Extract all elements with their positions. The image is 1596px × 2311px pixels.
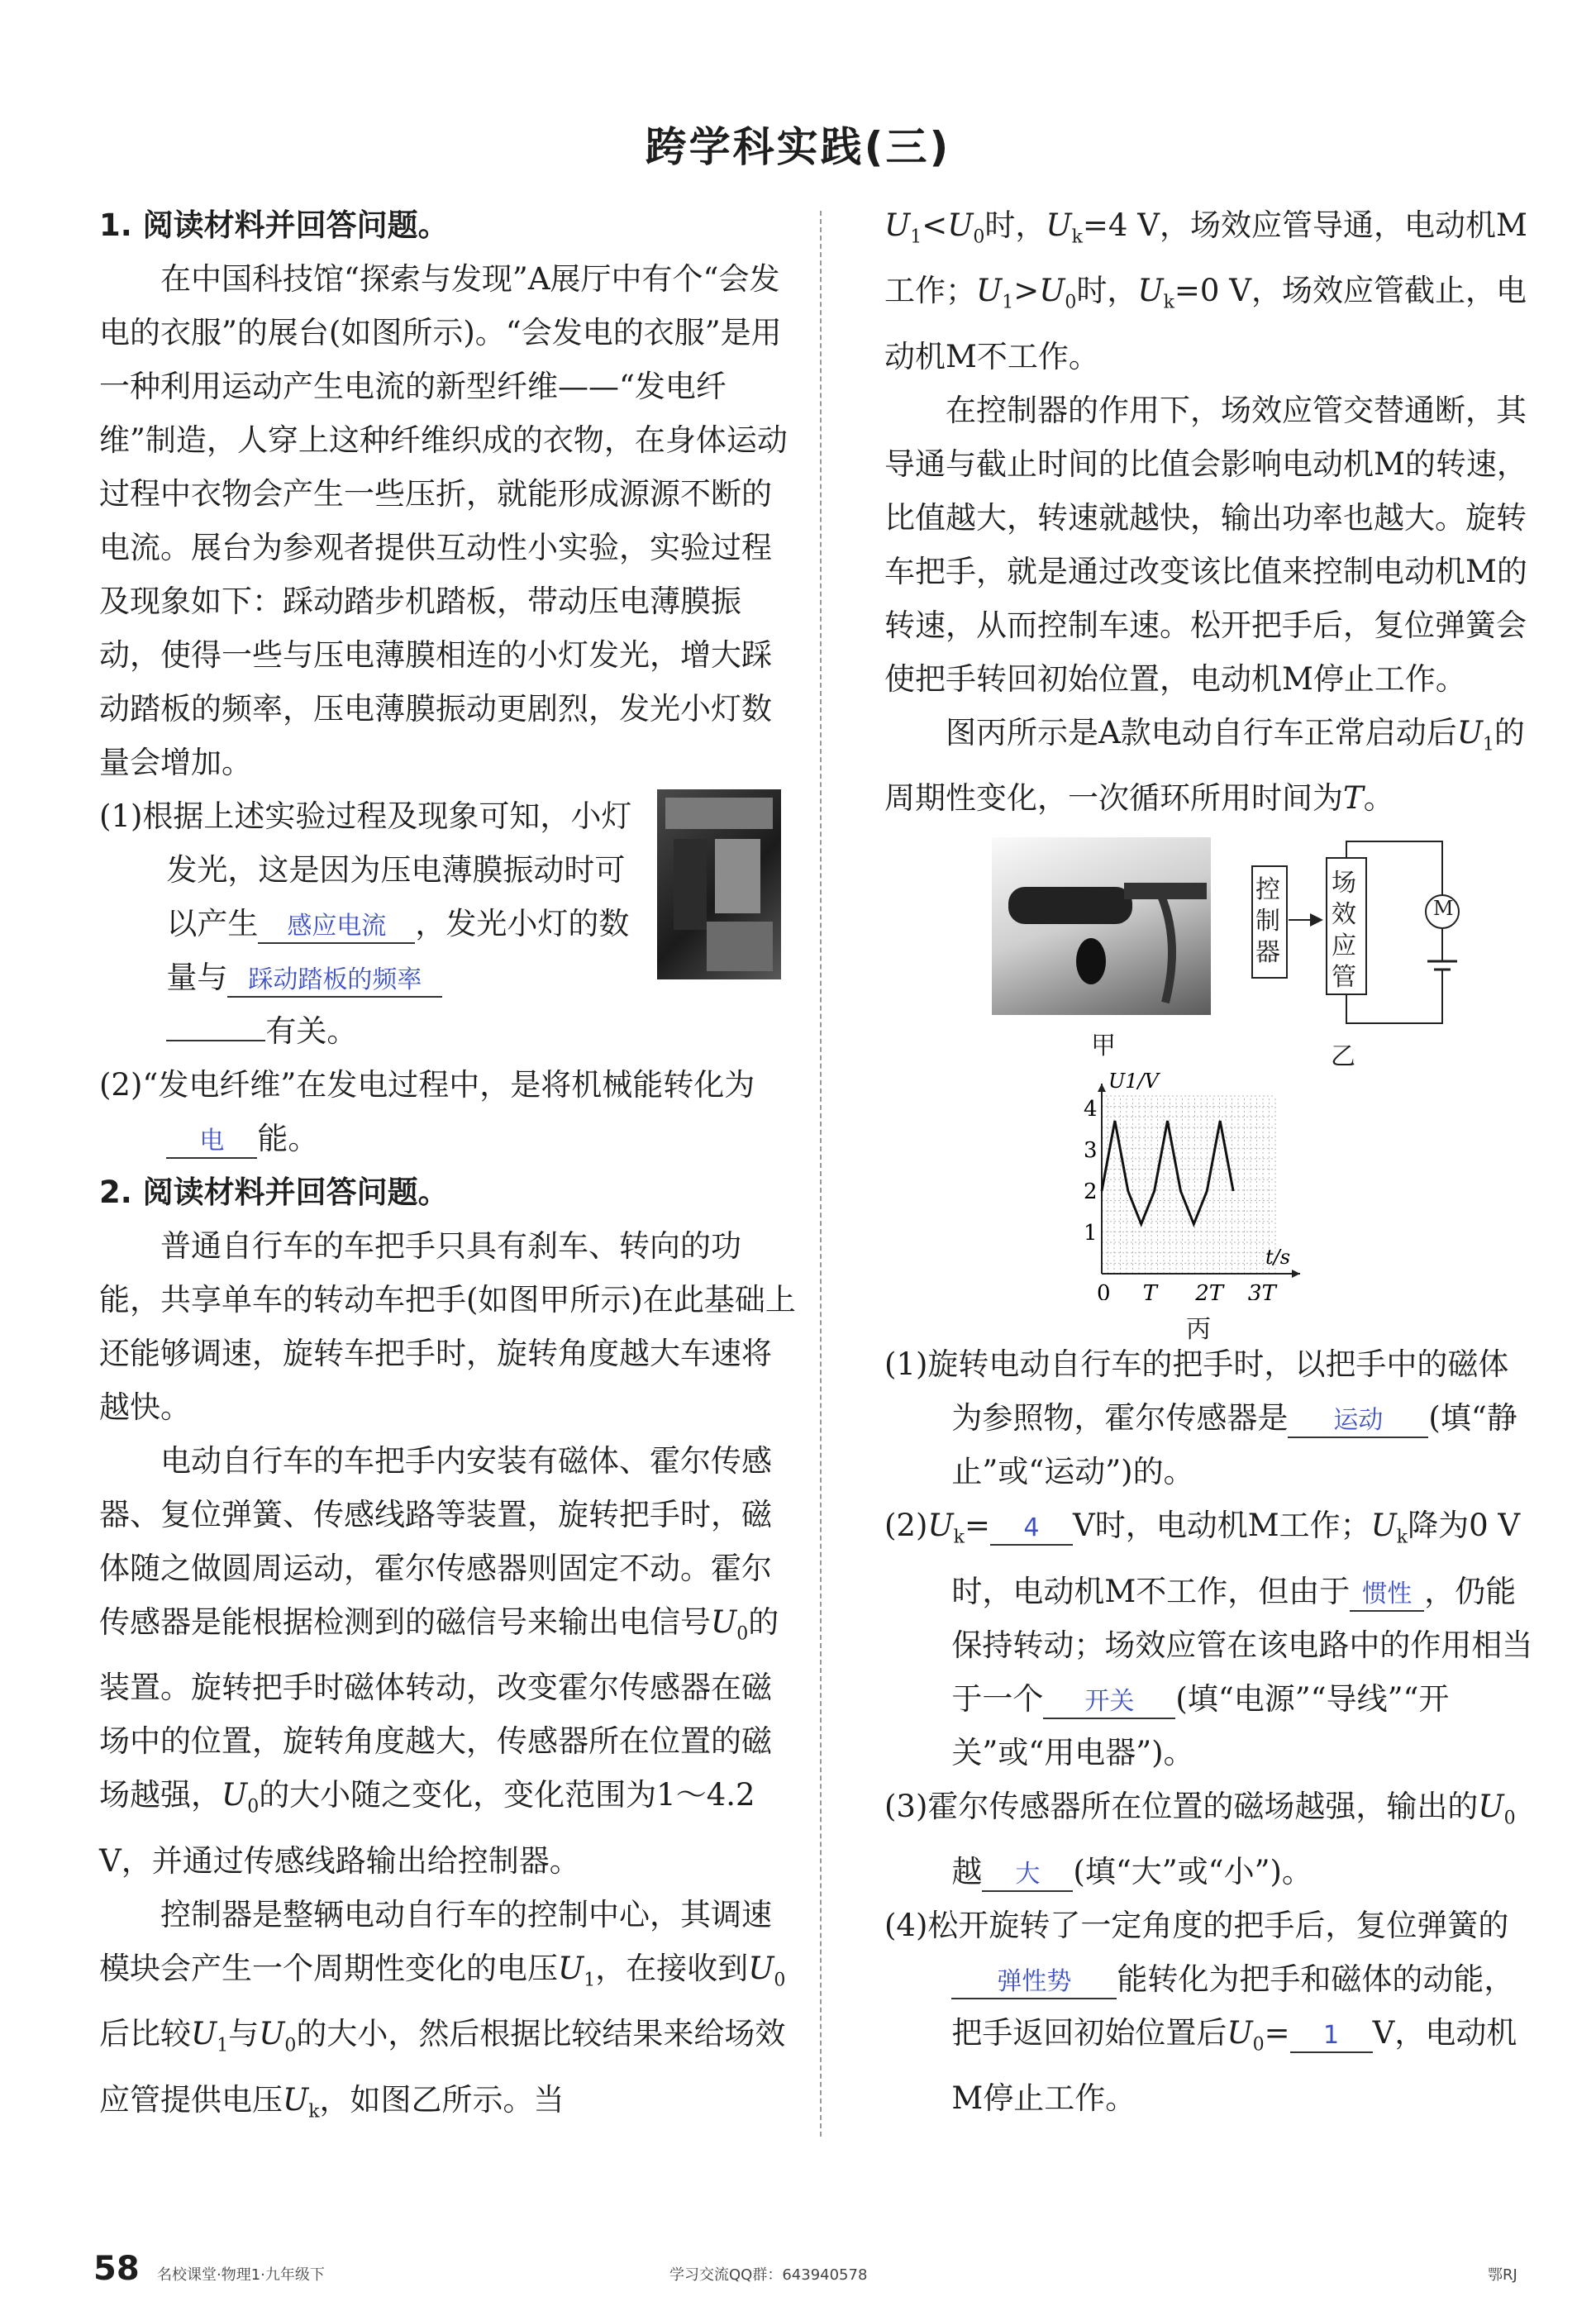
exhibit-photo <box>657 789 781 979</box>
y-tick-label: 2 <box>1084 1179 1098 1205</box>
question-2-heading: 2. 阅读材料并回答问题。 <box>99 1175 449 1210</box>
answer-blank-inertia: 惯性 <box>1350 1579 1424 1612</box>
y-axis-arrow <box>1098 1084 1106 1092</box>
left-column <box>99 198 802 2138</box>
question-1-heading: 1. 阅读材料并回答问题。 <box>99 207 449 243</box>
answer-blank-1v: 1 <box>1290 2020 1373 2053</box>
handlebar-photo <box>992 837 1211 1015</box>
q1-sub1-text-c: 有关。 <box>265 1013 358 1049</box>
chart-axes <box>1098 1070 1300 1278</box>
q1-sub2-text-b: 能。 <box>257 1121 319 1156</box>
question-1-sub-1 <box>99 789 802 1058</box>
answer-blank-electric: 电 <box>166 1126 257 1159</box>
answer-blank-induced-current: 感应电流 <box>258 911 415 944</box>
question-1-passage: 在中国科技馆“探索与发现”A展厅中有个“会发电的衣服”的展台(如图所示)。“会发电的衣服”是用一种利用运动产生电流的新型纤维——“发电纤维”制造，人穿上这种纤维织成的衣物，在身体运动过程中衣物会产生一些压折，就能形成源源不断的电流。展台为参观者提供互动性小实验，实验过程及现象如下：踩动踏步机踏板，带动压电薄膜振动，使得一些与压电薄膜相连的小灯发光，增大踩动踏板的频率，压电薄膜振动更剧烈，发光小灯数量会增加。 <box>99 261 788 780</box>
question-1-sub-2 <box>99 1058 802 1165</box>
answer-blank-pedal-frequency: 踩动踏板的频率 <box>227 965 442 998</box>
column-divider <box>820 211 822 2137</box>
page-number: 58 <box>93 2250 140 2288</box>
question-2-para-5: 图丙所示是A款电动自行车正常启动后$U_1$的周期性变化，一次循环所用时间为T。 <box>884 714 1525 817</box>
figure-label-bing: 丙 <box>1186 1315 1211 1345</box>
fet-label: 场效应管 <box>1332 869 1356 993</box>
q1-sub1-text-b: ，发光小灯的数量与 <box>166 906 630 995</box>
answer-blank-larger: 大 <box>982 1859 1073 1892</box>
y-tick-label: 4 <box>1084 1097 1098 1122</box>
footer-qq-group: 学习交流QQ群：643940578 <box>669 2266 868 2284</box>
figures-area <box>884 825 1537 1345</box>
question-2-para-1: 普通自行车的车把手只具有刹车、转向的功能，共享单车的转动车把手(如图甲所示)在此基础上还能够调速，旋转车把手时，旋转角度越大车速将越快。 <box>99 1228 796 1425</box>
x-tick-label: T <box>1142 1281 1157 1301</box>
answer-blank-4v: 4 <box>990 1513 1073 1546</box>
question-2-sub-4: (4)松开旋转了一定角度的把手后，复位弹簧的弹性势 能转化为把手和磁体的动能，把手返回初始位置后$U_0= 1$ V，电动机M停止工作。 <box>884 1907 1517 2117</box>
x-tick-label: 0 <box>1097 1281 1111 1301</box>
answer-blank-moving: 运动 <box>1288 1405 1428 1438</box>
answer-blank-switch: 开关 <box>1043 1686 1175 1719</box>
question-2-para-2: 电动自行车的车把手内安装有磁体、霍尔传感器、复位弹簧、传感线路等装置，旋转把手时，磁体随之做圆周运动，霍尔传感器则固定不动。霍尔传感器是能根据检测到的磁信号来输出电信号$U_0$的装置。旋转把手时磁体转动，改变霍尔传感器在磁场中的位置，旋转角度越大，传感器所在位置的磁场越强，$U_0$的大小随之变化，变化范围为1～4.2 V，并通过传感线路输出给控制器。 <box>99 1443 779 1879</box>
figure-label-jia: 甲 <box>1091 1032 1116 1061</box>
answer-blank-elastic-potential: 弹性势 <box>951 1966 1117 1999</box>
y-tick-label: 3 <box>1084 1138 1098 1164</box>
x-axis-arrow <box>1292 1270 1300 1278</box>
question-2-sub-2: $(2)U_k= 4$ V时，电动机M工作；$U_k$降为0 V时，电动机M不工作，但由于 惯性 ，仍能保持转动；场效应管在该电路中的作用相当于一个 开关 (填“电源”“导线”“开关”或“用电器”)。 <box>884 1508 1533 1770</box>
y-axis-label: U1/V <box>1108 1070 1159 1094</box>
question-2-sub-3: (3)霍尔传感器所在位置的磁场越强，输出的$U_0$越 大 (填“大”或“小”)。 <box>884 1780 1537 1899</box>
controller-label: 控制器 <box>1255 875 1280 968</box>
voltage-chart <box>1070 1060 1318 1300</box>
q1-sub2-text-a: (2)“发电纤维”在发电过程中，是将机械能转化为 <box>99 1067 755 1103</box>
question-2-para-3: 控制器是整辆电动自行车的控制中心，其调速模块会产生一个周期性变化的电压$U_1$，在接收到$U_0$后比较$U_1$与$U_0$的大小，然后根据比较结果来给场效应管提供电压$U_k$，如图乙所示。当 <box>99 1896 786 2122</box>
x-tick-label: 3T <box>1247 1281 1276 1301</box>
circuit-diagram <box>1244 837 1525 1027</box>
motor-label: M <box>1433 897 1454 921</box>
q1-sub1-text-a: (1)根据上述实验过程及现象可知，小灯发光，这是因为压电薄膜振动时可以产生 <box>99 798 632 941</box>
footer-edition: 鄂RJ <box>1488 2266 1517 2284</box>
x-tick-label: 2T <box>1195 1281 1224 1301</box>
question-2-para-3-cont: $U_1<U_0$时，$U_k=4$ V，场效应管导通，电动机M工作；$U_1>U_0$时，$U_k=0$ V，场效应管截止，电动机M不工作。 <box>884 207 1527 374</box>
exhibit-photo-sketch <box>657 789 781 979</box>
question-2-para-4: 在控制器的作用下，场效应管交替通断，其导通与截止时间的比值会影响电动机M的转速，比值越大，转速就越快，输出功率也越大。旋转车把手，就是通过改变该比值来控制电动机M的转速，从而控制车速。松开把手后，复位弹簧会使把手转回初始位置，电动机M停止工作。 <box>884 392 1527 697</box>
right-column <box>884 198 1537 2125</box>
question-2-sub-1: (1)旋转电动自行车的把手时，以把手中的磁体为参照物，霍尔传感器是 运动 (填“静止”或“运动”)的。 <box>884 1346 1517 1490</box>
handlebar-sketch <box>992 837 1211 1015</box>
x-axis-label: t/s <box>1265 1246 1291 1270</box>
page-title: 跨学科实践(三) <box>645 123 951 171</box>
figure-label-yi: 乙 <box>1331 1042 1355 1072</box>
footer-book-title: 名校课堂·物理1·九年级下 <box>157 2266 325 2284</box>
y-tick-label: 1 <box>1084 1221 1098 1246</box>
